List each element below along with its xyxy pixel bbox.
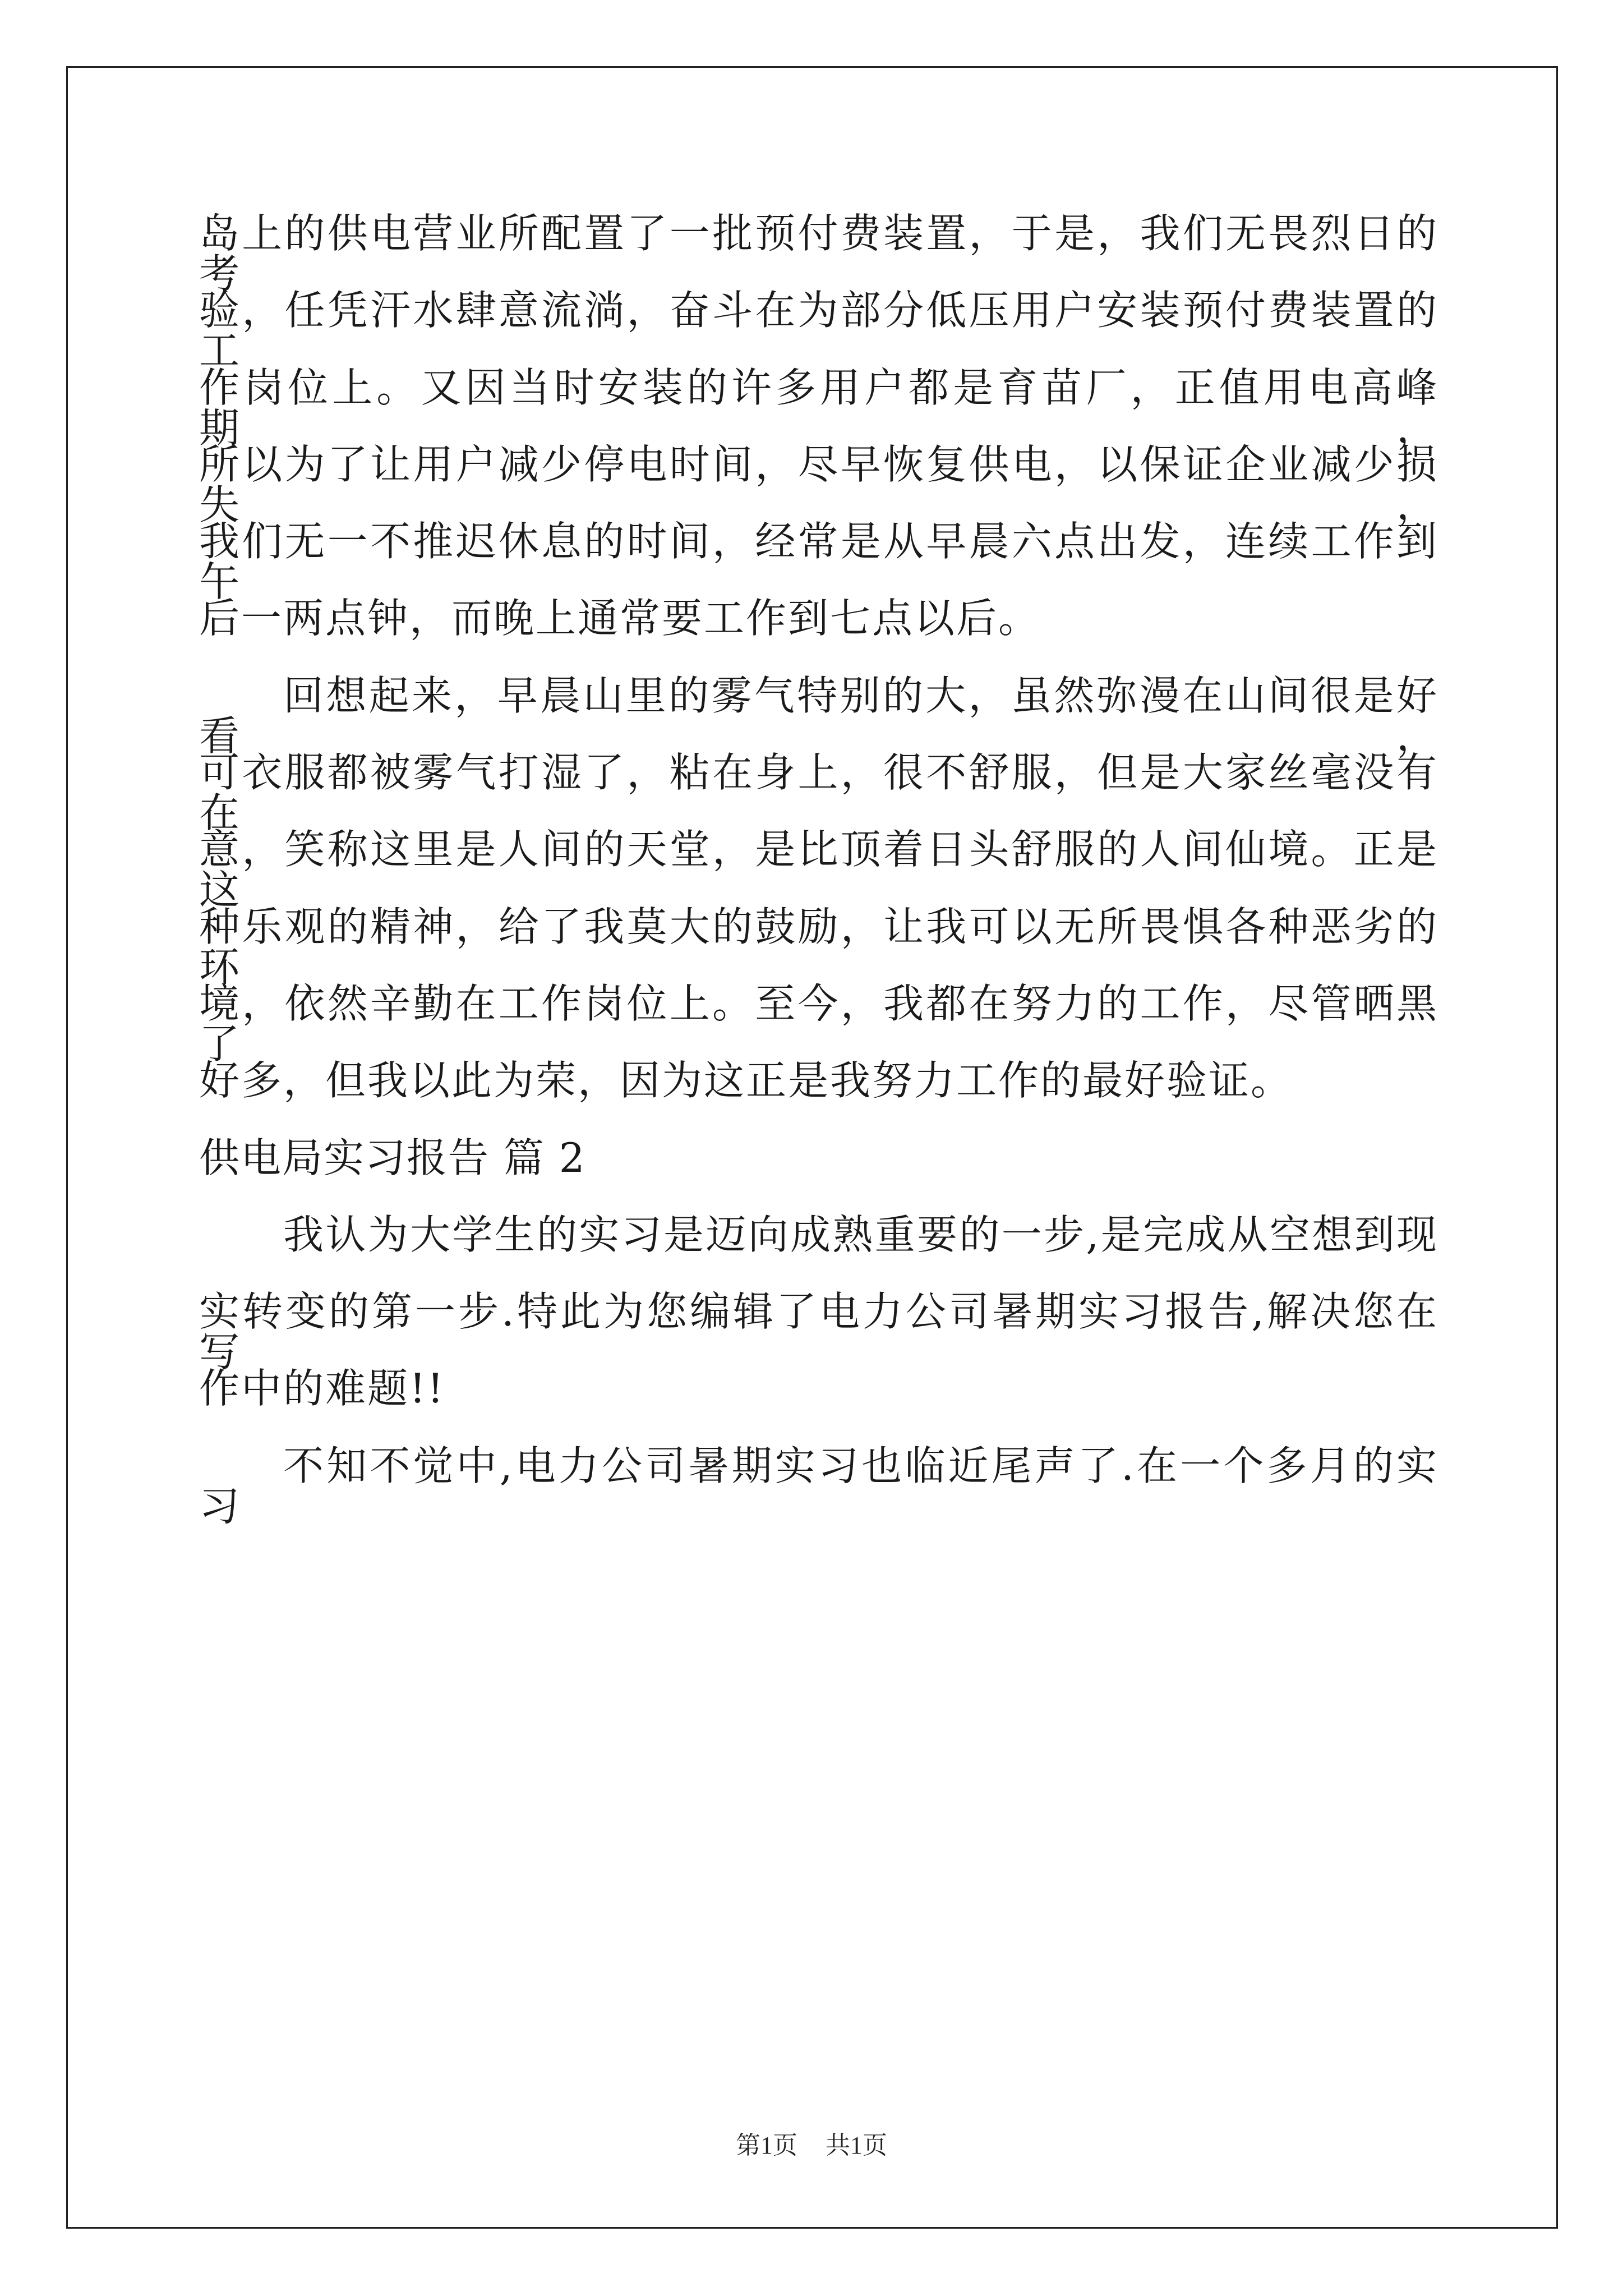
body-line: 境，依然辛勤在工作岗位上。至今，我都在努力的工作，尽管晒黑了	[199, 979, 1438, 1068]
body-line: 回想起来，早晨山里的雾气特别的大，虽然弥漫在山间很是好看，	[199, 671, 1438, 760]
body-line: 验，任凭汗水肆意流淌，奋斗在为部分低压用户安装预付费装置的工	[199, 287, 1438, 375]
body-line: 种乐观的精神，给了我莫大的鼓励，让我可以无所畏惧各种恶劣的环	[199, 903, 1438, 991]
page-number-current: 第1页	[736, 2132, 797, 2159]
body-line: 我们无一不推迟休息的时间，经常是从早晨六点出发，连续工作到午	[199, 518, 1438, 606]
body-line: 岛上的供电营业所配置了一批预付费装置，于是，我们无畏烈日的考	[199, 210, 1438, 297]
body-line: 好多，但我以此为荣，因为这正是我努力工作的最好验证。	[199, 1057, 1293, 1105]
body-line: 所以为了让用户减少停电时间，尽早恢复供电，以保证企业减少损失，	[199, 440, 1438, 528]
body-line: 可衣服都被雾气打湿了，粘在身上，很不舒服，但是大家丝毫没有在	[199, 749, 1438, 837]
page-footer	[0, 2132, 1623, 2160]
body-line: 后一两点钟，而晚上通常要工作到七点以后。	[199, 595, 1041, 642]
document-body	[199, 210, 1438, 1530]
body-line: 意，笑称这里是人间的天堂，是比顶着日头舒服的人间仙境。正是这	[199, 826, 1438, 914]
body-line: 实转变的第一步.特此为您编辑了电力公司暑期实习报告,解决您在写	[199, 1288, 1438, 1376]
section-heading: 供电局实习报告 篇 2	[199, 1134, 586, 1181]
body-line: 作岗位上。又因当时安装的许多用户都是育苗厂，正值用电高峰期，	[199, 364, 1438, 452]
body-line: 不知不觉中,电力公司暑期实习也临近尾声了.在一个多月的实习	[199, 1442, 1438, 1530]
body-line: 作中的难题!!	[199, 1365, 445, 1412]
page-number-total: 共1页	[826, 2132, 887, 2159]
body-line: 我认为大学生的实习是迈向成熟重要的一步,是完成从空想到现	[283, 1211, 1438, 1258]
